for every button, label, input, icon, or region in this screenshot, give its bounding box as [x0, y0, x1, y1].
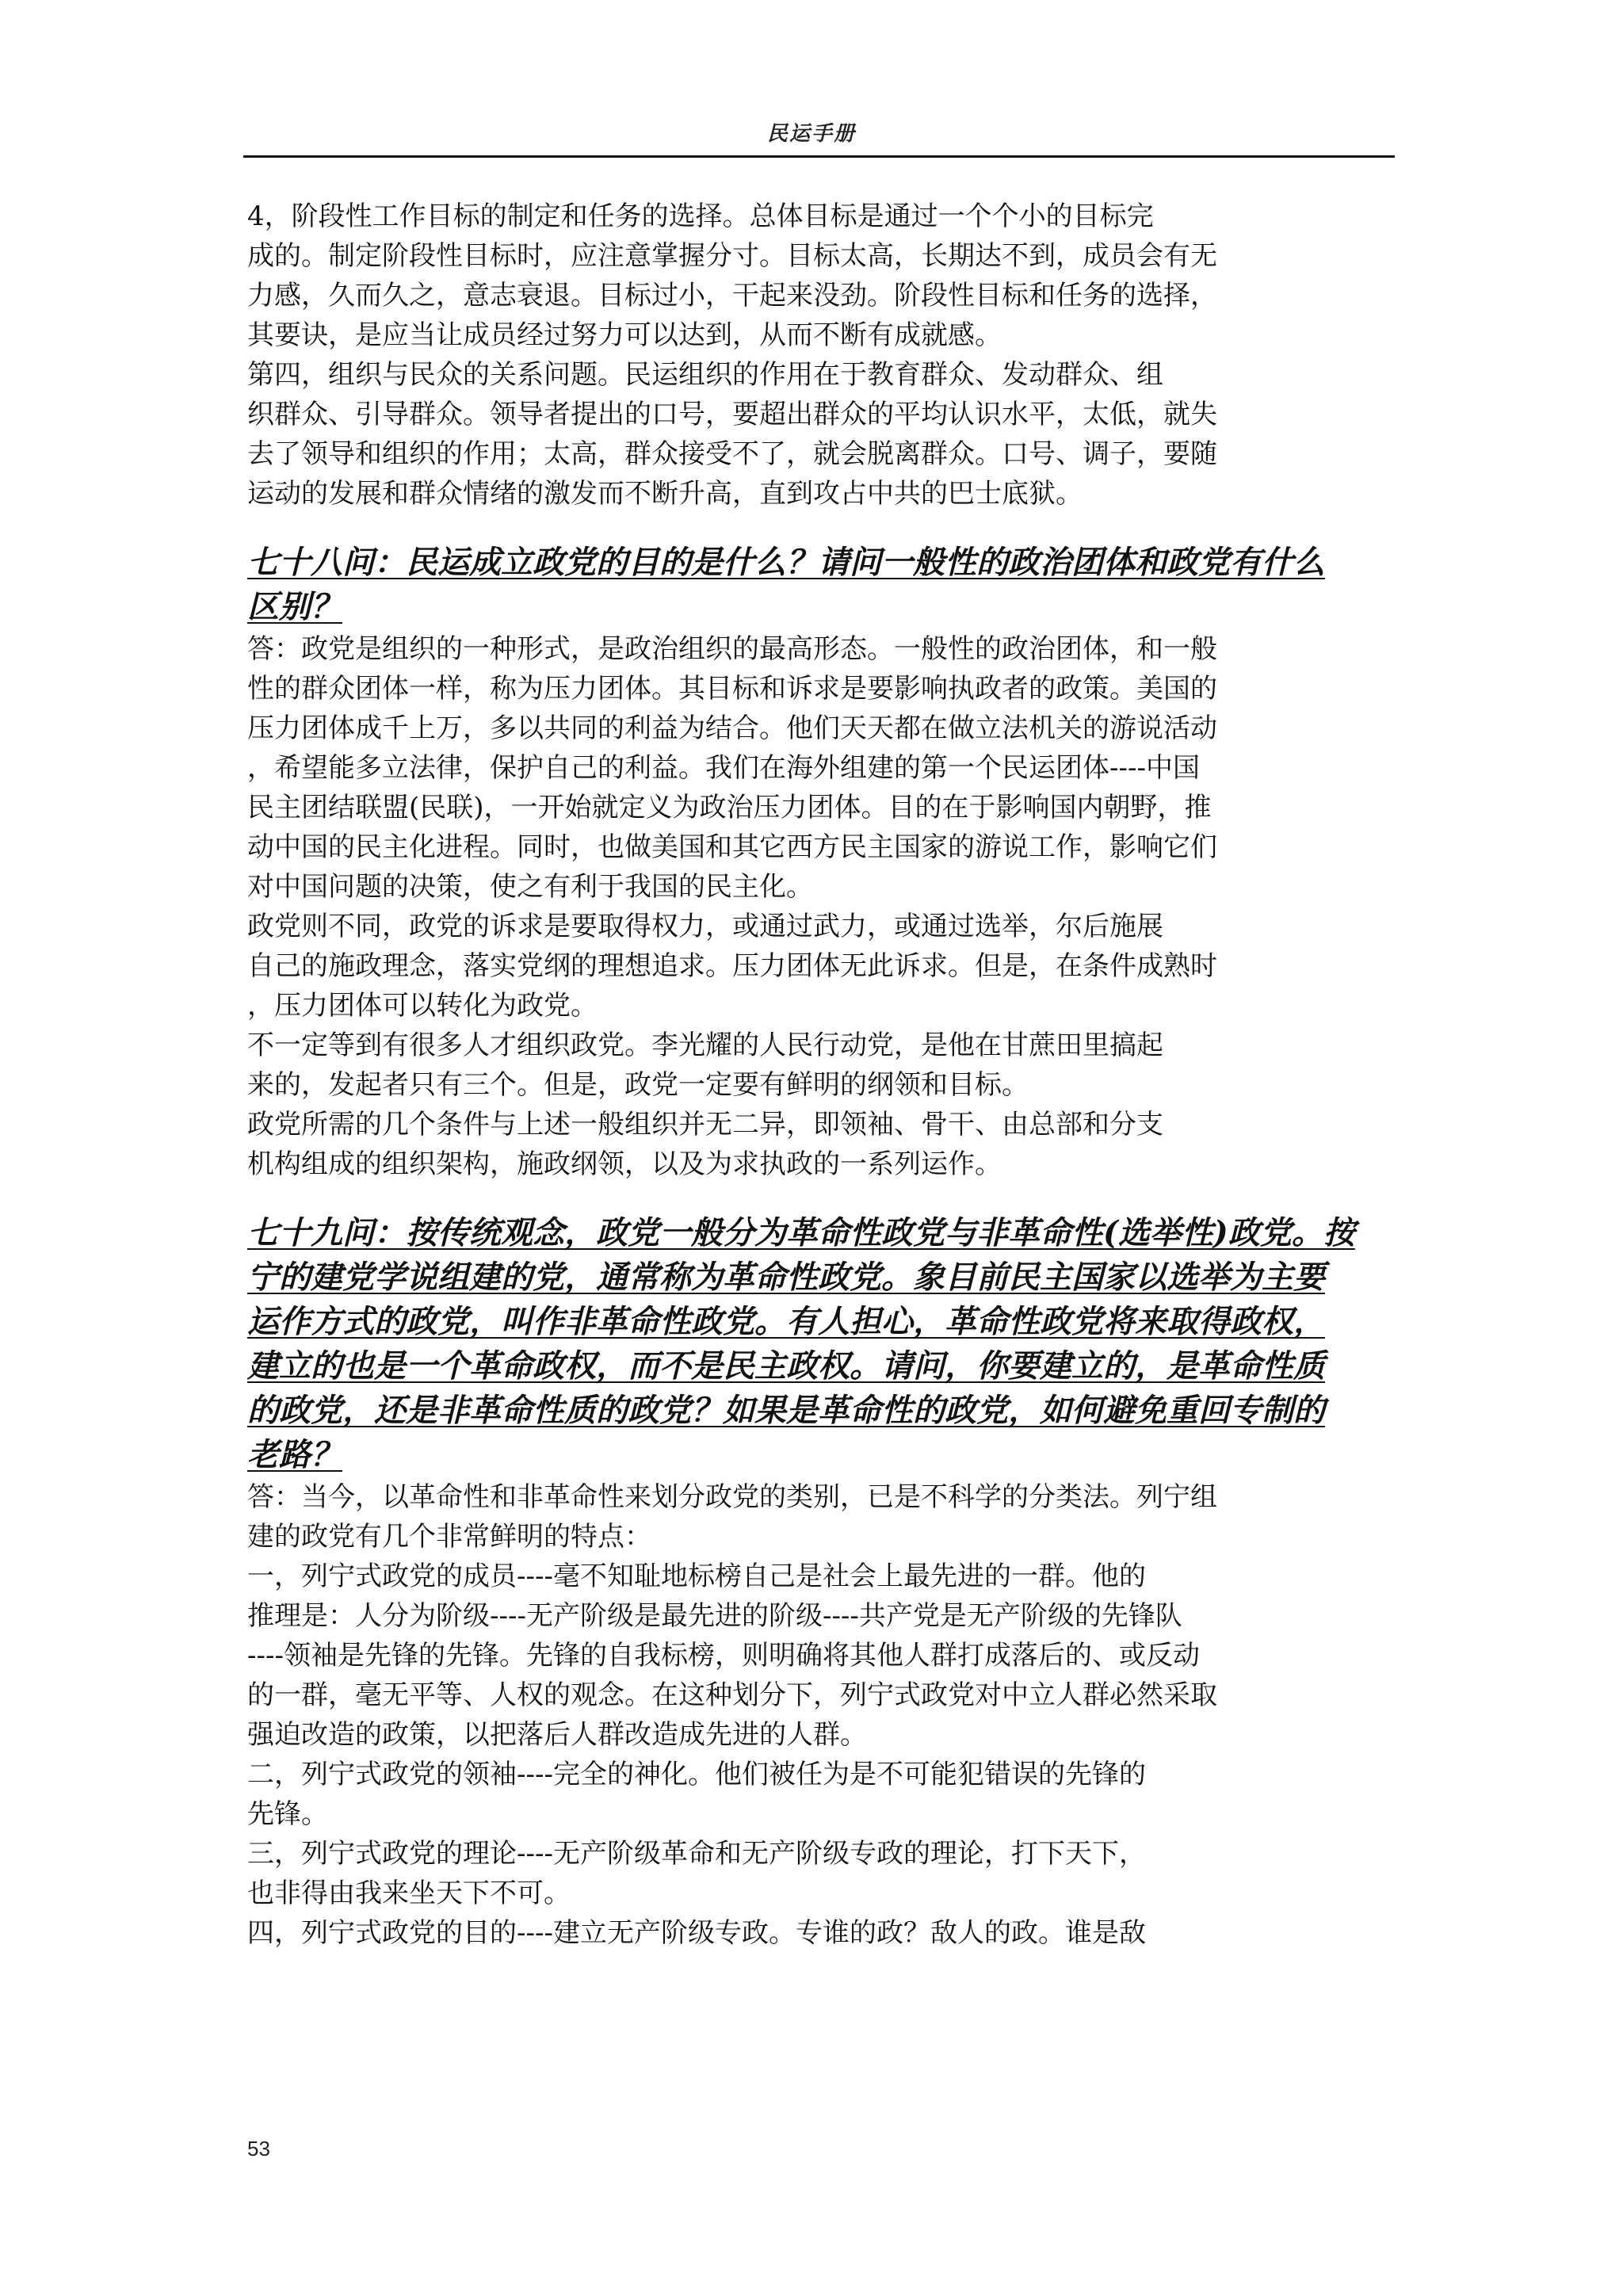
- paragraph: [247, 1834, 1396, 1913]
- question-line: 的政党，还是非革命性质的政党？如果是革命性的政党，如何避免重回专制的: [247, 1392, 1325, 1429]
- text-line: 动中国的民主化进程。同时，也做美国和其它西方民主国家的游说工作，影响它们: [247, 831, 1217, 863]
- running-header: 民运手册: [766, 122, 856, 146]
- paragraph: [247, 355, 1396, 514]
- text-line: 第四，组织与民众的关系问题。民运组织的作用在于教育群众、发动群众、组: [247, 359, 1163, 391]
- section-gap: [247, 1184, 1396, 1211]
- paragraph: [247, 1913, 1396, 1953]
- header-divider: [243, 155, 1395, 158]
- text-line: 强迫改造的政策，以把落后人群改造成先进的人群。: [247, 1719, 867, 1751]
- text-line: ----领袖是先锋的先锋。先锋的自我标榜，则明确将其他人群打成落后的、或反动: [247, 1640, 1200, 1671]
- question-line: 老路？: [247, 1436, 342, 1473]
- question-line: 建立的也是一个革命政权，而不是民主政权。请问，你要建立的，是革命性质: [247, 1347, 1325, 1385]
- text-line: 答：政党是组织的一种形式，是政治组织的最高形态。一般性的政治团体，和一般: [247, 633, 1217, 665]
- paragraph: [247, 1557, 1396, 1755]
- page-number: 53: [247, 2137, 270, 2160]
- text-line: 去了领导和组织的作用；太高，群众接受不了，就会脱离群众。口号、调子，要随: [247, 438, 1217, 470]
- text-line: ，压力团体可以转化为政党。: [247, 990, 598, 1022]
- text-line: 也非得由我来坐天下不可。: [247, 1878, 571, 1909]
- paragraph: [247, 1105, 1396, 1184]
- text-line: ，希望能多立法律，保护自己的利益。我们在海外组建的第一个民运团体----中国: [247, 752, 1200, 784]
- text-line: 运动的发展和群众情绪的激发而不断升高，直到攻占中共的巴士底狱。: [247, 478, 1083, 510]
- text-line: 的一群，毫无平等、人权的观念。在这种划分下，列宁式政党对中立人群必然采取: [247, 1679, 1217, 1711]
- section-gap: [247, 514, 1396, 541]
- text-line: 一，列宁式政党的成员----毫不知耻地标榜自己是社会上最先进的一群。他的: [247, 1561, 1146, 1592]
- question-line: 运作方式的政党，叫作非革命性政党。有人担心，革命性政党将来取得政权，: [247, 1303, 1325, 1340]
- text-line: 先锋。: [247, 1798, 328, 1830]
- text-line: 性的群众团体一样，称为压力团体。其目标和诉求是要影响执政者的政策。美国的: [247, 673, 1217, 705]
- question-heading: [247, 1211, 1396, 1477]
- question-line: 七十八问：民运成立政党的目的是什么？请问一般性的政治团体和政党有什么: [247, 544, 1325, 581]
- question-line: 区别？: [247, 588, 342, 625]
- text-line: 来的，发起者只有三个。但是，政党一定要有鲜明的纲领和目标。: [247, 1069, 1029, 1101]
- text-line: 政党则不同，政党的诉求是要取得权力，或通过武力，或通过选举，尔后施展: [247, 911, 1163, 942]
- text-line: 推理是：人分为阶级----无产阶级是最先进的阶级----共产党是无产阶级的先锋队: [247, 1600, 1182, 1632]
- paragraph: [247, 1026, 1396, 1105]
- text-line: 答：当今，以革命性和非革命性来划分政党的类别，已是不科学的分类法。列宁组: [247, 1481, 1217, 1513]
- paragraph: [247, 1477, 1396, 1557]
- text-line: 四，列宁式政党的目的----建立无产阶级专政。专谁的政？敌人的政。谁是敌: [247, 1917, 1146, 1949]
- text-line: 织群众、引导群众。领导者提出的口号，要超出群众的平均认识水平，太低，就失: [247, 399, 1217, 430]
- text-line: 不一定等到有很多人才组织政党。李光耀的人民行动党，是他在甘蔗田里搞起: [247, 1030, 1163, 1061]
- paragraph: [247, 197, 1396, 355]
- text-line: 建的政党有几个非常鲜明的特点：: [247, 1521, 651, 1553]
- text-line: 压力团体成千上万，多以共同的利益为结合。他们天天都在做立法机关的游说活动: [247, 712, 1217, 744]
- text-line: 政党所需的几个条件与上述一般组织并无二异，即领袖、骨干、由总部和分支: [247, 1109, 1163, 1140]
- paragraph: [247, 1755, 1396, 1834]
- text-line: 成的。制定阶段性目标时，应注意掌握分寸。目标太高，长期达不到，成员会有无: [247, 240, 1217, 272]
- document-body: [247, 197, 1396, 1953]
- question-heading: [247, 541, 1396, 629]
- text-line: 自己的施政理念，落实党纲的理想追求。压力团体无此诉求。但是，在条件成熟时: [247, 950, 1217, 982]
- text-line: 二，列宁式政党的领袖----完全的神化。他们被任为是不可能犯错误的先锋的: [247, 1759, 1146, 1790]
- text-line: 力感，久而久之，意志衰退。目标过小，干起来没劲。阶段性目标和任务的选择，: [247, 280, 1217, 311]
- text-line: 机构组成的组织架构，施政纲领，以及为求执政的一系列运作。: [247, 1148, 1002, 1180]
- text-line: 4，阶段性工作目标的制定和任务的选择。总体目标是通过一个个小的目标完: [247, 201, 1154, 232]
- text-line: 对中国问题的决策，使之有利于我国的民主化。: [247, 871, 813, 903]
- text-line: 民主团结联盟(民联)，一开始就定义为政治压力团体。目的在于影响国内朝野，推: [247, 792, 1212, 823]
- paragraph: [247, 629, 1396, 907]
- paragraph: [247, 907, 1396, 1026]
- text-line: 其要诀，是应当让成员经过努力可以达到，从而不断有成就感。: [247, 319, 1002, 351]
- question-line: 宁的建党学说组建的党，通常称为革命性政党。象目前民主国家以选举为主要: [247, 1259, 1325, 1296]
- text-line: 三，列宁式政党的理论----无产阶级革命和无产阶级专政的理论，打下天下，: [247, 1838, 1146, 1870]
- question-line: 七十九问：按传统观念，政党一般分为革命性政党与非革命性(选举性)政党。按: [247, 1214, 1355, 1251]
